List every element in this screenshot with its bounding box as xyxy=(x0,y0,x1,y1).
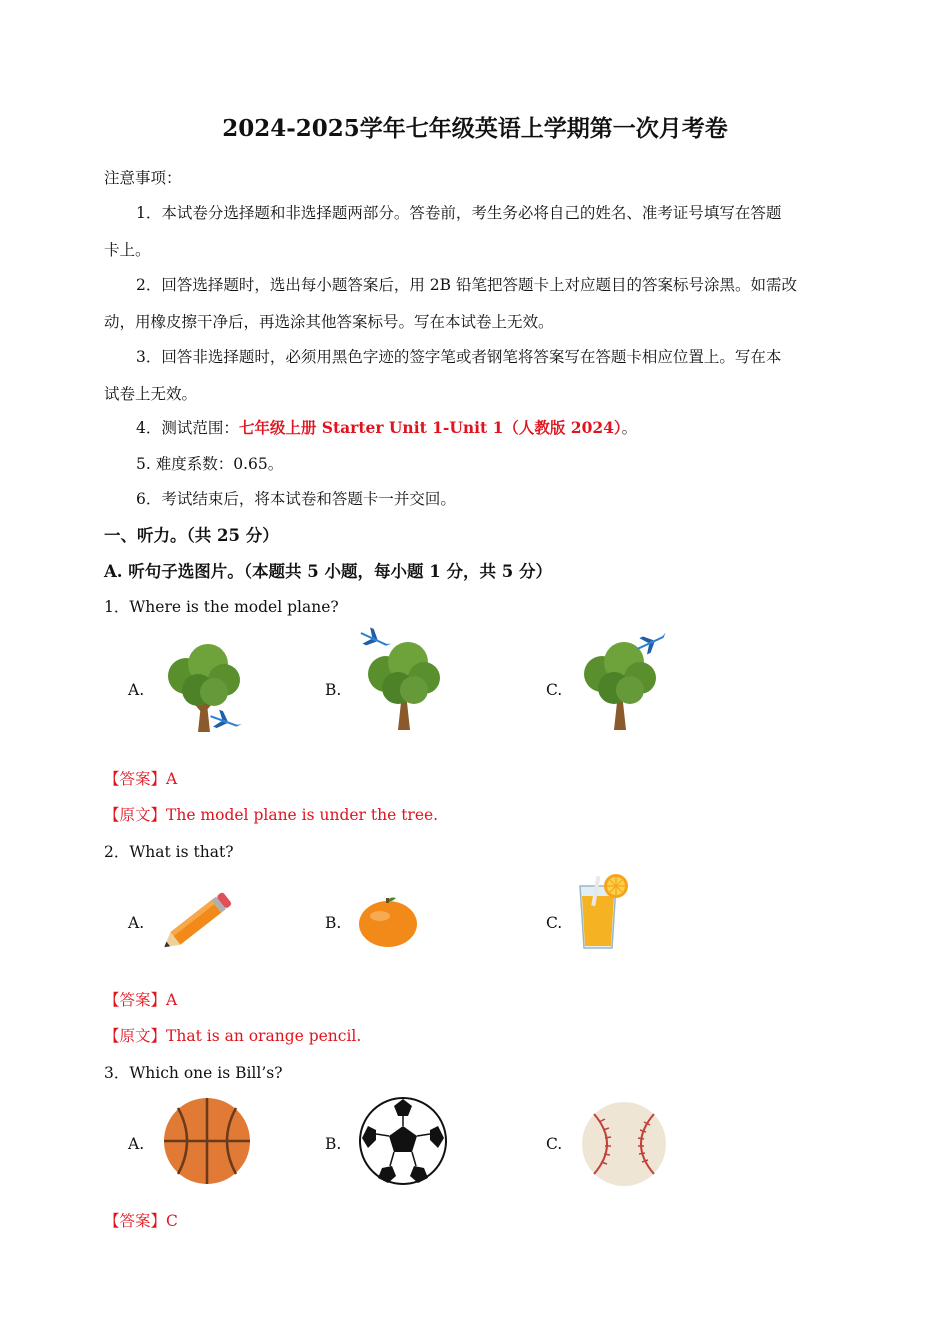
notice-2-line2: 动，用橡皮擦干净后，再选涂其他答案标号。写在本试卷上无效。 xyxy=(104,313,554,331)
notice-3-line1: 3．回答非选择题时，必须用黑色字迹的签字笔或者钢笔将答案写在答题卡相应位置上。写在本 xyxy=(136,348,782,366)
q3-option-a-label: A. xyxy=(128,1135,145,1153)
soccer-ball-image xyxy=(358,1096,448,1186)
q2-option-c-label: C. xyxy=(546,914,563,932)
script-text: The model plane is under the tree. xyxy=(166,806,439,824)
notice-heading: 注意事项： xyxy=(104,169,182,187)
question-3-stem: 3．Which one is Bill’s? xyxy=(104,1064,283,1082)
section-heading: 一、听力。（共 25 分） xyxy=(104,526,279,545)
question-2-stem: 2．What is that? xyxy=(104,843,234,861)
notice-1-line1: 1．本试卷分选择题和非选择题两部分。答卷前，考生务必将自己的姓名、准考证号填写在答题 xyxy=(136,204,782,222)
notice-4-prefix: 4．测试范围： xyxy=(136,419,239,437)
q1-option-a-label: A. xyxy=(128,681,145,699)
script-tag: 【原文】 xyxy=(104,806,167,824)
orange-pencil-image xyxy=(160,888,238,952)
answer-tag: 【答案】 xyxy=(104,1212,167,1230)
test-scope: 七年级上册 Starter Unit 1-Unit 1（人教版 2024） xyxy=(238,418,622,437)
tree-with-plane-under-image xyxy=(158,640,248,738)
q1-option-b-label: B. xyxy=(325,681,342,699)
q3-answer xyxy=(104,1209,178,1231)
script-text: That is an orange pencil. xyxy=(166,1027,362,1045)
q2-option-a-label: A. xyxy=(128,914,145,932)
q2-answer xyxy=(104,988,177,1010)
script-tag: 【原文】 xyxy=(104,1027,167,1045)
q1-option-c-label: C. xyxy=(546,681,563,699)
answer-value: A xyxy=(166,991,178,1009)
notice-1-line2: 卡上。 xyxy=(104,241,151,259)
answer-tag: 【答案】 xyxy=(104,770,167,788)
tree-with-plane-behind-image xyxy=(576,628,668,736)
basketball-image xyxy=(162,1096,252,1186)
part-a-heading: A. 听句子选图片。（本题共 5 小题，每小题 1 分，共 5 分） xyxy=(104,562,552,581)
question-1-stem: 1．Where is the model plane? xyxy=(104,598,339,616)
q3-option-c-label: C. xyxy=(546,1135,563,1153)
page-title: 2024-2025学年七年级英语上学期第一次月考卷 xyxy=(222,115,728,142)
notice-6: 6．考试结束后，将本试卷和答题卡一并交回。 xyxy=(136,490,456,508)
tree-with-plane-above-image xyxy=(356,626,448,736)
answer-value: A xyxy=(166,770,178,788)
q2-option-b-label: B. xyxy=(325,914,342,932)
baseball-image xyxy=(580,1100,668,1188)
answer-value: C xyxy=(166,1212,178,1230)
q1-script xyxy=(104,803,438,825)
orange-juice-image xyxy=(576,872,634,952)
notice-3-line2: 试卷上无效。 xyxy=(104,385,198,403)
answer-tag: 【答案】 xyxy=(104,991,167,1009)
notice-5: 5. 难度系数：0.65。 xyxy=(136,455,284,473)
notice-4-suffix: 。 xyxy=(621,419,638,437)
q2-script xyxy=(104,1024,361,1046)
q3-option-b-label: B. xyxy=(325,1135,342,1153)
notice-2-line1: 2．回答选择题时，选出每小题答案后，用 2B 铅笔把答题卡上对应题目的答案标号涂黑。如需改 xyxy=(136,276,797,294)
q1-answer xyxy=(104,767,177,789)
notice-4 xyxy=(136,416,637,438)
orange-fruit-image xyxy=(356,892,420,950)
